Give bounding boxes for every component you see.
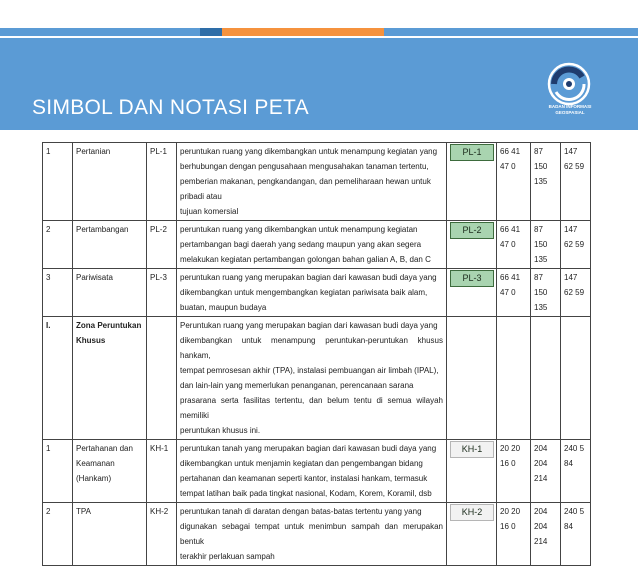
cell-code xyxy=(147,503,177,566)
color-code-text: 87 xyxy=(534,147,543,156)
cell-color-code-2 xyxy=(531,221,561,269)
color-code-text: 240 5 xyxy=(564,444,585,453)
stripe-segment-dark-blue xyxy=(200,28,222,36)
cell-number xyxy=(43,440,73,503)
cell-color-code-3 xyxy=(561,269,591,317)
symbol-swatch: KH-2 xyxy=(450,504,494,521)
cell-symbol xyxy=(447,143,497,221)
cell-number-text: 1 xyxy=(46,147,51,156)
description-line: buatan, maupun budaya xyxy=(180,303,267,312)
cell-code xyxy=(147,440,177,503)
table-row xyxy=(43,221,591,269)
color-code-text: 150 xyxy=(534,240,548,249)
cell-name xyxy=(73,503,147,566)
cell-name xyxy=(73,440,147,503)
color-code-text: 204 xyxy=(534,444,548,453)
color-code-text: 147 xyxy=(564,273,578,282)
cell-color-code-2 xyxy=(531,440,561,503)
cell-code xyxy=(147,221,177,269)
color-code-text: 135 xyxy=(534,177,548,186)
cell-number-text: I. xyxy=(46,321,51,330)
description-line: Peruntukan ruang yang merupakan bagian dari kawasan budi daya yang xyxy=(180,321,438,330)
color-code-text: 150 xyxy=(534,162,548,171)
cell-number xyxy=(43,221,73,269)
description-line: dikembangkan untuk menjamin kegiatan dan pengembangan bidang xyxy=(180,459,423,468)
symbol-swatch: PL-2 xyxy=(450,222,494,239)
cell-number xyxy=(43,503,73,566)
cell-color-code-3 xyxy=(561,143,591,221)
stripe-segment-blue xyxy=(0,28,200,36)
description-line: tempat pemrosesan akhir (TPA), instalasi pembuangan air limbah (IPAL), xyxy=(180,366,439,375)
cell-code xyxy=(147,143,177,221)
color-code-text: 150 xyxy=(534,288,548,297)
cell-number xyxy=(43,269,73,317)
cell-number-text: 2 xyxy=(46,225,51,234)
color-code-text: 20 20 xyxy=(500,507,521,516)
slide-title: SIMBOL DAN NOTASI PETA xyxy=(32,96,309,119)
cell-symbol xyxy=(447,221,497,269)
cell-code-text: KH-1 xyxy=(150,444,169,453)
logo-caption-line1: BADAN INFORMASI xyxy=(548,104,592,109)
cell-color-code-3 xyxy=(561,221,591,269)
description-line: pemberian makanan, pengkandangan, dan pemeliharaan hewan untuk xyxy=(180,177,431,186)
description-line: berhubungan dengan pengusahaan mengusahakan tanaman tertentu, xyxy=(180,162,429,171)
color-code-text: 66 41 xyxy=(500,273,521,282)
cell-name xyxy=(73,317,147,440)
color-code-text: 204 xyxy=(534,459,548,468)
color-code-text: 47 0 xyxy=(500,240,516,249)
description-line: peruntukan khusus ini. xyxy=(180,426,261,435)
table-row xyxy=(43,503,591,566)
cell-symbol xyxy=(447,440,497,503)
description-line: dan lain-lain yang memerlukan penanganan, perencanaan sarana xyxy=(180,381,414,390)
description-line: tujuan komersial xyxy=(180,207,239,216)
cell-number-text: 3 xyxy=(46,273,51,282)
cell-number xyxy=(43,143,73,221)
cell-color-code-1 xyxy=(497,269,531,317)
description-line: dikembangkan untuk menampung peruntukan-peruntukan khusus hankam, xyxy=(180,336,443,360)
cell-color-code-1 xyxy=(497,317,531,440)
cell-name-text: Zona Peruntukan xyxy=(76,321,142,330)
cell-color-code-1 xyxy=(497,503,531,566)
color-code-text: 16 0 xyxy=(500,522,516,531)
description-line: terakhir perlakuan sampah xyxy=(180,552,275,561)
logo-caption xyxy=(538,104,602,115)
stripe-segment-orange xyxy=(222,28,384,36)
color-code-text: 62 59 xyxy=(564,288,585,297)
cell-description xyxy=(177,221,447,269)
description-line: pribadi atau xyxy=(180,192,222,201)
cell-color-code-2 xyxy=(531,317,561,440)
color-code-text: 214 xyxy=(534,474,548,483)
symbol-swatch: PL-3 xyxy=(450,270,494,287)
cell-code-text: PL-2 xyxy=(150,225,167,234)
cell-color-code-3 xyxy=(561,503,591,566)
cell-name-text: Keamanan xyxy=(76,459,115,468)
color-code-text: 240 5 xyxy=(564,507,585,516)
cell-description xyxy=(177,503,447,566)
symbol-table xyxy=(42,142,591,566)
cell-name-text: Pariwisata xyxy=(76,273,113,282)
description-line: digunakan sebagai tempat untuk menimbun sampah dan merupakan bentuk xyxy=(180,522,443,546)
cell-color-code-2 xyxy=(531,143,561,221)
color-code-text: 66 41 xyxy=(500,225,521,234)
cell-number-text: 2 xyxy=(46,507,51,516)
color-code-text: 20 20 xyxy=(500,444,521,453)
color-code-text: 87 xyxy=(534,273,543,282)
description-line: pertambangan bagi daerah yang sedang maupun yang akan segera xyxy=(180,240,422,249)
cell-name-text: Khusus xyxy=(76,336,106,345)
cell-name xyxy=(73,221,147,269)
cell-name-text: Pertanian xyxy=(76,147,111,156)
color-code-text: 147 xyxy=(564,225,578,234)
color-code-text: 62 59 xyxy=(564,162,585,171)
cell-symbol xyxy=(447,503,497,566)
color-code-text: 47 0 xyxy=(500,162,516,171)
cell-description xyxy=(177,269,447,317)
cell-code xyxy=(147,317,177,440)
color-code-text: 204 xyxy=(534,507,548,516)
cell-color-code-2 xyxy=(531,269,561,317)
symbol-swatch: KH-1 xyxy=(450,441,494,458)
cell-symbol xyxy=(447,317,497,440)
description-line: tempat latihan baik pada tingkat nasional, Kodam, Korem, Koramil, dsb xyxy=(180,489,432,498)
color-code-text: 204 xyxy=(534,522,548,531)
cell-description xyxy=(177,317,447,440)
cell-number-text: 1 xyxy=(46,444,51,453)
cell-description xyxy=(177,440,447,503)
logo-caption-line2: GEOSPASIAL xyxy=(555,109,585,115)
description-line: pertahanan dan keamanan seperti kantor, instalasi hankam, termasuk xyxy=(180,474,428,483)
description-line: peruntukan ruang yang merupakan bagian dari kawasan budi daya yang xyxy=(180,273,437,282)
description-line: peruntukan ruang yang dikembangkan untuk menampung kegiatan xyxy=(180,225,418,234)
cell-symbol xyxy=(447,269,497,317)
table-row xyxy=(43,143,591,221)
cell-name-text: TPA xyxy=(76,507,91,516)
cell-name-text: (Hankam) xyxy=(76,474,112,483)
description-line: peruntukan tanah yang merupakan bagian dari kawasan budi daya yang xyxy=(180,444,437,453)
color-code-text: 66 41 xyxy=(500,147,521,156)
description-line: peruntukan ruang yang dikembangkan untuk menampung kegiatan yang xyxy=(180,147,438,156)
description-line: dikembangkan untuk mengembangkan kegiatan pariwisata baik alam, xyxy=(180,288,428,297)
color-code-text: 214 xyxy=(534,537,548,546)
color-code-text: 62 59 xyxy=(564,240,585,249)
cell-code xyxy=(147,269,177,317)
cell-description xyxy=(177,143,447,221)
cell-code-text: KH-2 xyxy=(150,507,169,516)
cell-name xyxy=(73,269,147,317)
color-code-text: 135 xyxy=(534,255,548,264)
color-code-text: 84 xyxy=(564,459,573,468)
cell-name-text: Pertambangan xyxy=(76,225,129,234)
description-line: peruntukan tanah di daratan dengan batas-batas tertentu yang yang xyxy=(180,507,422,516)
cell-color-code-2 xyxy=(531,503,561,566)
symbol-swatch: PL-1 xyxy=(450,144,494,161)
table-row xyxy=(43,269,591,317)
cell-code-text: PL-1 xyxy=(150,147,167,156)
description-line: prasarana serta fasilitas tertentu, dan belum tentu di semua wilayah memiliki xyxy=(180,396,443,420)
cell-color-code-1 xyxy=(497,221,531,269)
color-code-text: 87 xyxy=(534,225,543,234)
stripe-segment-blue-right xyxy=(384,28,638,36)
color-code-text: 84 xyxy=(564,522,573,531)
cell-color-code-1 xyxy=(497,143,531,221)
cell-code-text: PL-3 xyxy=(150,273,167,282)
cell-name xyxy=(73,143,147,221)
table-row xyxy=(43,440,591,503)
cell-name-text: Pertahanan dan xyxy=(76,444,133,453)
description-line: melakukan kegiatan pertambangan golongan bahan galian A, B, dan C xyxy=(180,255,431,264)
color-code-text: 147 xyxy=(564,147,578,156)
color-code-text: 16 0 xyxy=(500,459,516,468)
cell-color-code-1 xyxy=(497,440,531,503)
cell-color-code-3 xyxy=(561,317,591,440)
color-code-text: 135 xyxy=(534,303,548,312)
table-row xyxy=(43,317,591,440)
cell-color-code-3 xyxy=(561,440,591,503)
cell-number xyxy=(43,317,73,440)
color-code-text: 47 0 xyxy=(500,288,516,297)
top-stripe xyxy=(0,28,638,36)
